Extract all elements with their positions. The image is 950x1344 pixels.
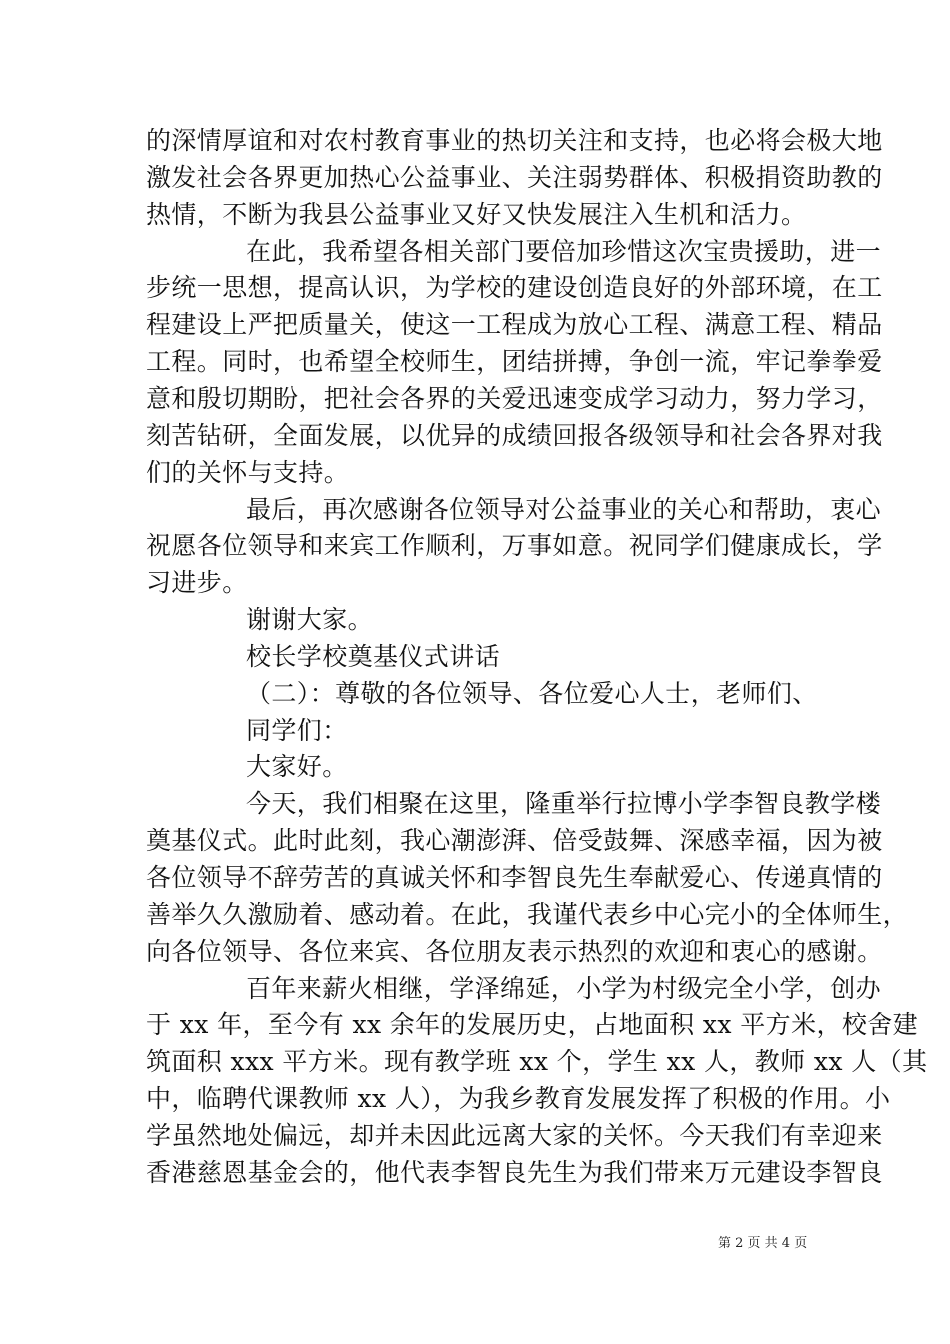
- text-line: 奠基仪式。此时此刻，我心潮澎湃、倍受鼓舞、深感幸福，因为被: [146, 826, 883, 855]
- text-line: 的深情厚谊和对农村教育事业的热切关注和支持，也必将会极大地: [146, 126, 883, 155]
- salutation-line: 同学们：: [246, 716, 348, 745]
- text-line: 各位领导不辞劳苦的真诚关怀和李智良先生奉献爱心、传递真情的: [146, 863, 883, 892]
- text-line: 香港慈恩基金会的，他代表李智良先生为我们带来万元建设李智良: [146, 1158, 883, 1187]
- text-line: 意和殷切期盼，把社会各界的关爱迅速变成学习动力，努力学习，: [146, 384, 883, 413]
- text-line: 刻苦钻研，全面发展，以优异的成绩回报各级领导和社会各界对我: [146, 421, 883, 450]
- paragraph-start-line: 百年来薪火相继，学泽绵延，小学为村级完全小学，创办: [246, 974, 882, 1003]
- salutation-line: （二）：尊敬的各位领导、各位爱心人士，老师们、: [246, 679, 818, 708]
- paragraph-start-line: 最后，再次感谢各位领导对公益事业的关心和帮助，衷心: [246, 495, 882, 524]
- text-line: 工程。同时，也希望全校师生，团结拼搏，争创一流，牢记拳拳爱: [146, 347, 883, 376]
- text-line: 步统一思想，提高认识，为学校的建设创造良好的外部环境，在工: [146, 273, 883, 302]
- section-title: 校长学校奠基仪式讲话: [246, 642, 501, 671]
- text-line: 习进步。: [146, 568, 248, 597]
- text-line: 向各位领导、各位来宾、各位朋友表示热烈的欢迎和衷心的感谢。: [146, 937, 883, 966]
- text-line: 祝愿各位领导和来宾工作顺利，万事如意。祝同学们健康成长，学: [146, 531, 883, 560]
- text-line: 学虽然地处偏远，却并未因此远离大家的关怀。今天我们有幸迎来: [146, 1121, 883, 1150]
- text-line: 热情，不断为我县公益事业又好又快发展注入生机和活力。: [146, 200, 807, 229]
- page-number: 第 2 页 共 4 页: [718, 1236, 808, 1251]
- greeting-line: 大家好。: [246, 752, 348, 781]
- text-line: 激发社会各界更加热心公益事业、关注弱势群体、积极捐资助教的: [146, 163, 883, 192]
- text-line: 筑面积 xxx 平方米。现有教学班 xx 个，学生 xx 人，教师 xx 人（其: [146, 1047, 928, 1076]
- paragraph-start-line: 今天，我们相聚在这里，隆重举行拉博小学李智良教学楼: [246, 789, 882, 818]
- text-line: 程建设上严把质量关，使这一工程成为放心工程、满意工程、精品: [146, 310, 883, 339]
- paragraph-start-line: 在此，我希望各相关部门要倍加珍惜这次宝贵援助，进一: [246, 237, 882, 266]
- text-line: 们的关怀与支持。: [146, 458, 350, 487]
- closing-line: 谢谢大家。: [246, 605, 374, 634]
- text-line: 于 xx 年，至今有 xx 余年的发展历史，占地面积 xx 平方米，校舍建: [146, 1010, 919, 1039]
- text-line: 中，临聘代课教师 xx 人），为我乡教育发展发挥了积极的作用。小: [146, 1084, 891, 1113]
- text-line: 善举久久激励着、感动着。在此，我谨代表乡中心完小的全体师生，: [146, 900, 909, 929]
